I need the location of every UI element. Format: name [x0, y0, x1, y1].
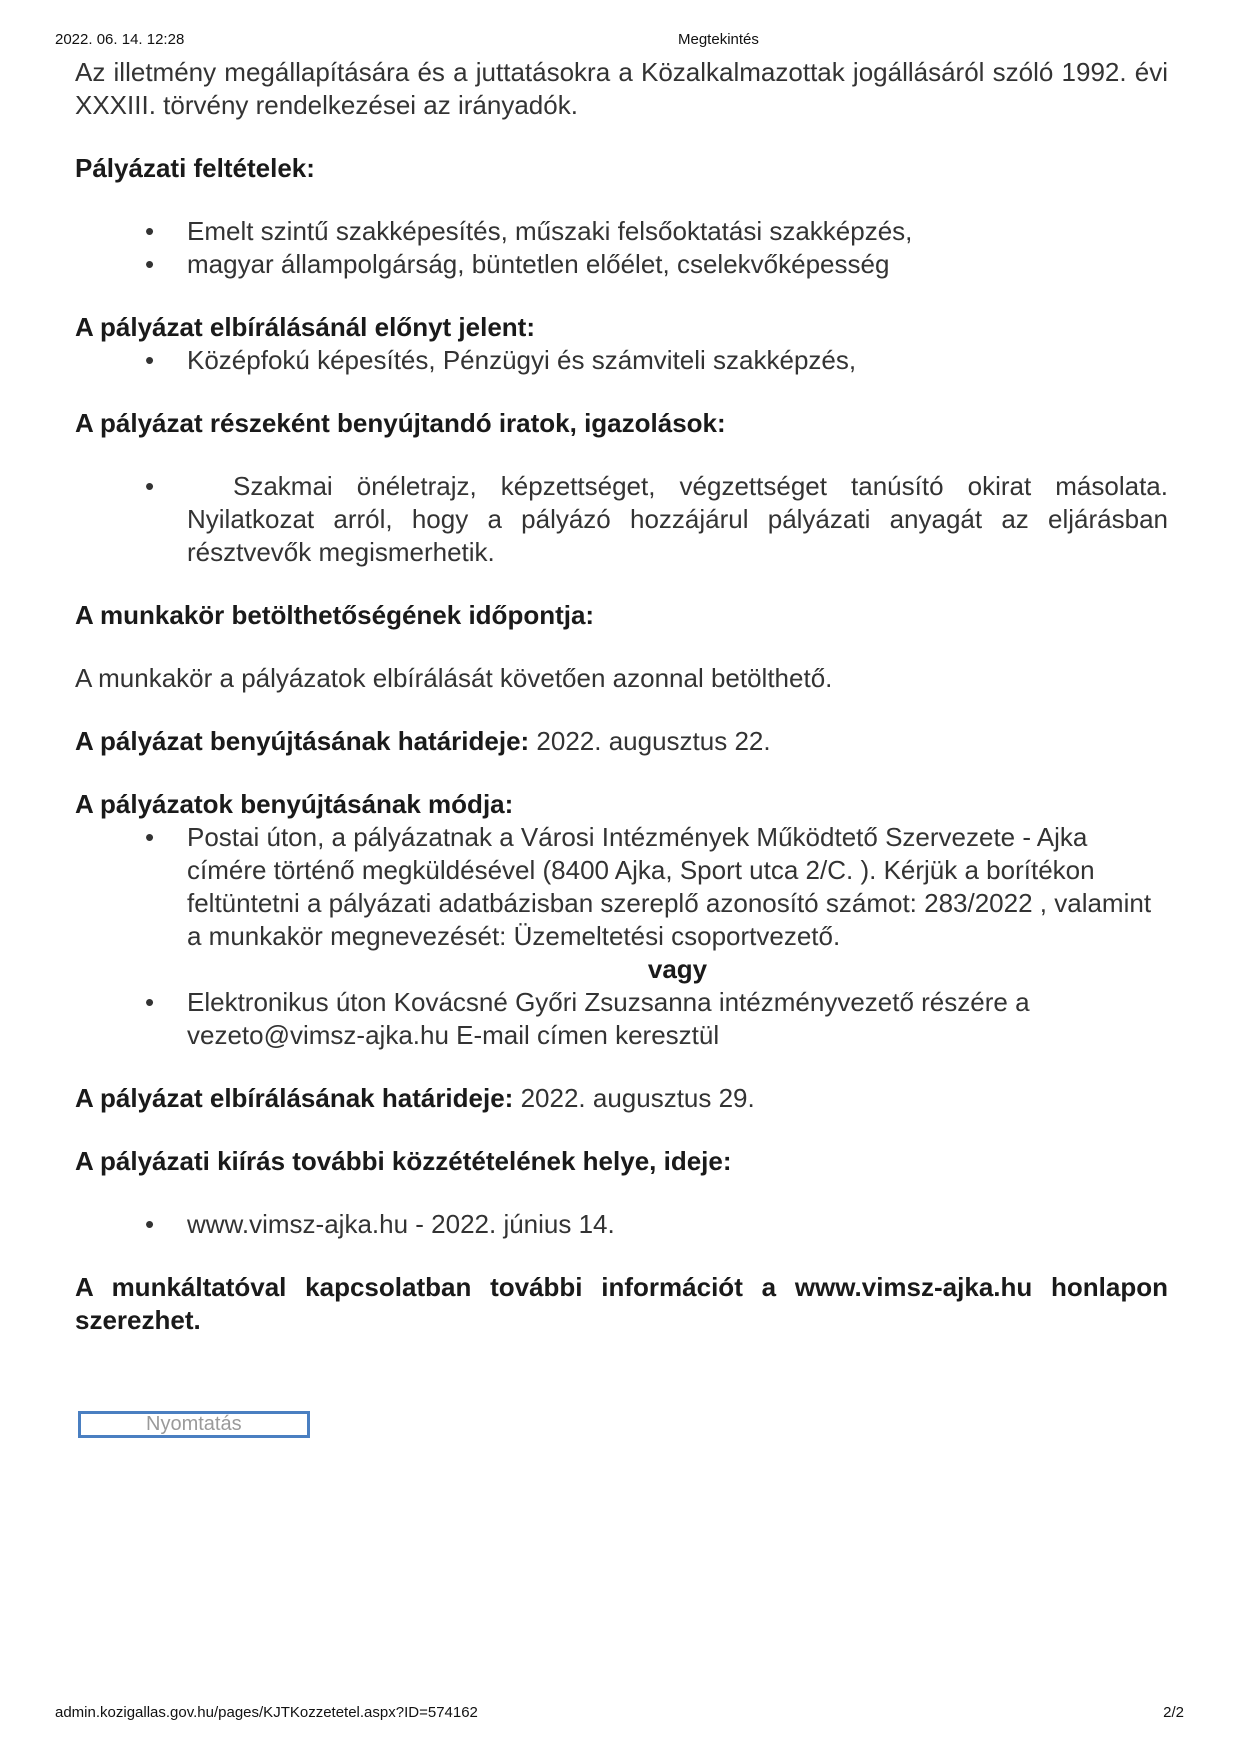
list-item: • Emelt szintű szakképesítés, műszaki felsőoktatási szakképzés,: [145, 216, 913, 246]
list-item: • Elektronikus úton Kovácsné Győri Zsuzsanna intézményvezető részére a vezeto@vimsz-ajka.hu E-mail címen keresztül: [145, 987, 1030, 1050]
submission-list-2: [75, 986, 1168, 1052]
bullet: •: [145, 822, 155, 852]
footer-page-number: 2/2: [1163, 1704, 1184, 1721]
footer-url: admin.kozigallas.gov.hu/pages/KJTKozzetetel.aspx?ID=574162: [55, 1704, 478, 1721]
advantage-heading: A pályázat elbírálásánál előnyt jelent:: [75, 312, 535, 342]
documents-list: [75, 470, 1168, 569]
bullet: •: [145, 249, 155, 279]
bullet: •: [145, 471, 155, 501]
submission-heading: A pályázatok benyújtásának módja:: [75, 789, 514, 819]
publication-list: [75, 1208, 1168, 1241]
evaluation-line: [75, 1082, 1168, 1115]
conditions-list: [75, 215, 1168, 281]
evaluation-value: 2022. augusztus 29.: [513, 1083, 755, 1113]
list-item: • Szakmai önéletrajz, képzettséget, végzettséget tanúsító okirat másolata. Nyilatkozat arról, hogy a pályázó hozzájárul pályázati anyagát az eljárásban résztvevők megismerhetik.: [145, 471, 1168, 567]
start-text: A munkakör a pályázatok elbírálását követően azonnal betölthető.: [75, 663, 833, 693]
conditions-heading: Pályázati feltételek:: [75, 153, 315, 183]
bullet: •: [145, 987, 155, 1017]
info-paragraph: A munkáltatóval kapcsolatban további információt a www.vimsz-ajka.hu honlapon szerezhet.: [75, 1272, 1168, 1335]
evaluation-label: A pályázat elbírálásának határideje:: [75, 1083, 514, 1113]
header-title: Megtekintés: [678, 31, 759, 48]
deadline-line: [75, 725, 1168, 758]
list-item: • Középfokú képesítés, Pénzügyi és számviteli szakképzés,: [145, 345, 857, 375]
deadline-value: 2022. augusztus 22.: [529, 726, 771, 756]
bullet: •: [145, 216, 155, 246]
document-body: [75, 56, 1168, 1337]
start-heading: A munkakör betölthetőségének időpontja:: [75, 600, 595, 630]
list-item: • Postai úton, a pályázatnak a Városi Intézmények Működtető Szervezete - Ajka címére történő megküldésével (8400 Ajka, Sport utca 2/C. ). Kérjük a borítékon feltüntetni a pályázati adatbázisban szereplő azonosító számot: 283/2022 , valamint a munkakör megnevezését: Üzemeltetési csoportvezető.: [145, 822, 1152, 951]
intro-paragraph: Az illetmény megállapítására és a juttatásokra a Közalkalmazottak jogállásáról szóló 1992. évi XXXIII. törvény rendelkezései az irányadók.: [75, 57, 1168, 120]
deadline-label: A pályázat benyújtásának határideje:: [75, 726, 530, 756]
header-date: 2022. 06. 14. 12:28: [55, 31, 185, 48]
print-button[interactable]: Nyomtatás: [78, 1411, 310, 1438]
documents-heading: A pályázat részeként benyújtandó iratok, igazolások:: [75, 408, 726, 438]
bullet: •: [145, 1209, 155, 1239]
bullet: •: [145, 345, 155, 375]
list-item: • www.vimsz-ajka.hu - 2022. június 14.: [145, 1209, 615, 1239]
advantage-list: [75, 344, 1168, 377]
or-word: vagy: [647, 954, 708, 984]
publication-heading: A pályázati kiírás további közzétételének helye, ideje:: [75, 1146, 732, 1176]
list-item: • magyar állampolgárság, büntetlen előélet, cselekvőképesség: [145, 249, 890, 279]
submission-list: [75, 821, 1168, 953]
